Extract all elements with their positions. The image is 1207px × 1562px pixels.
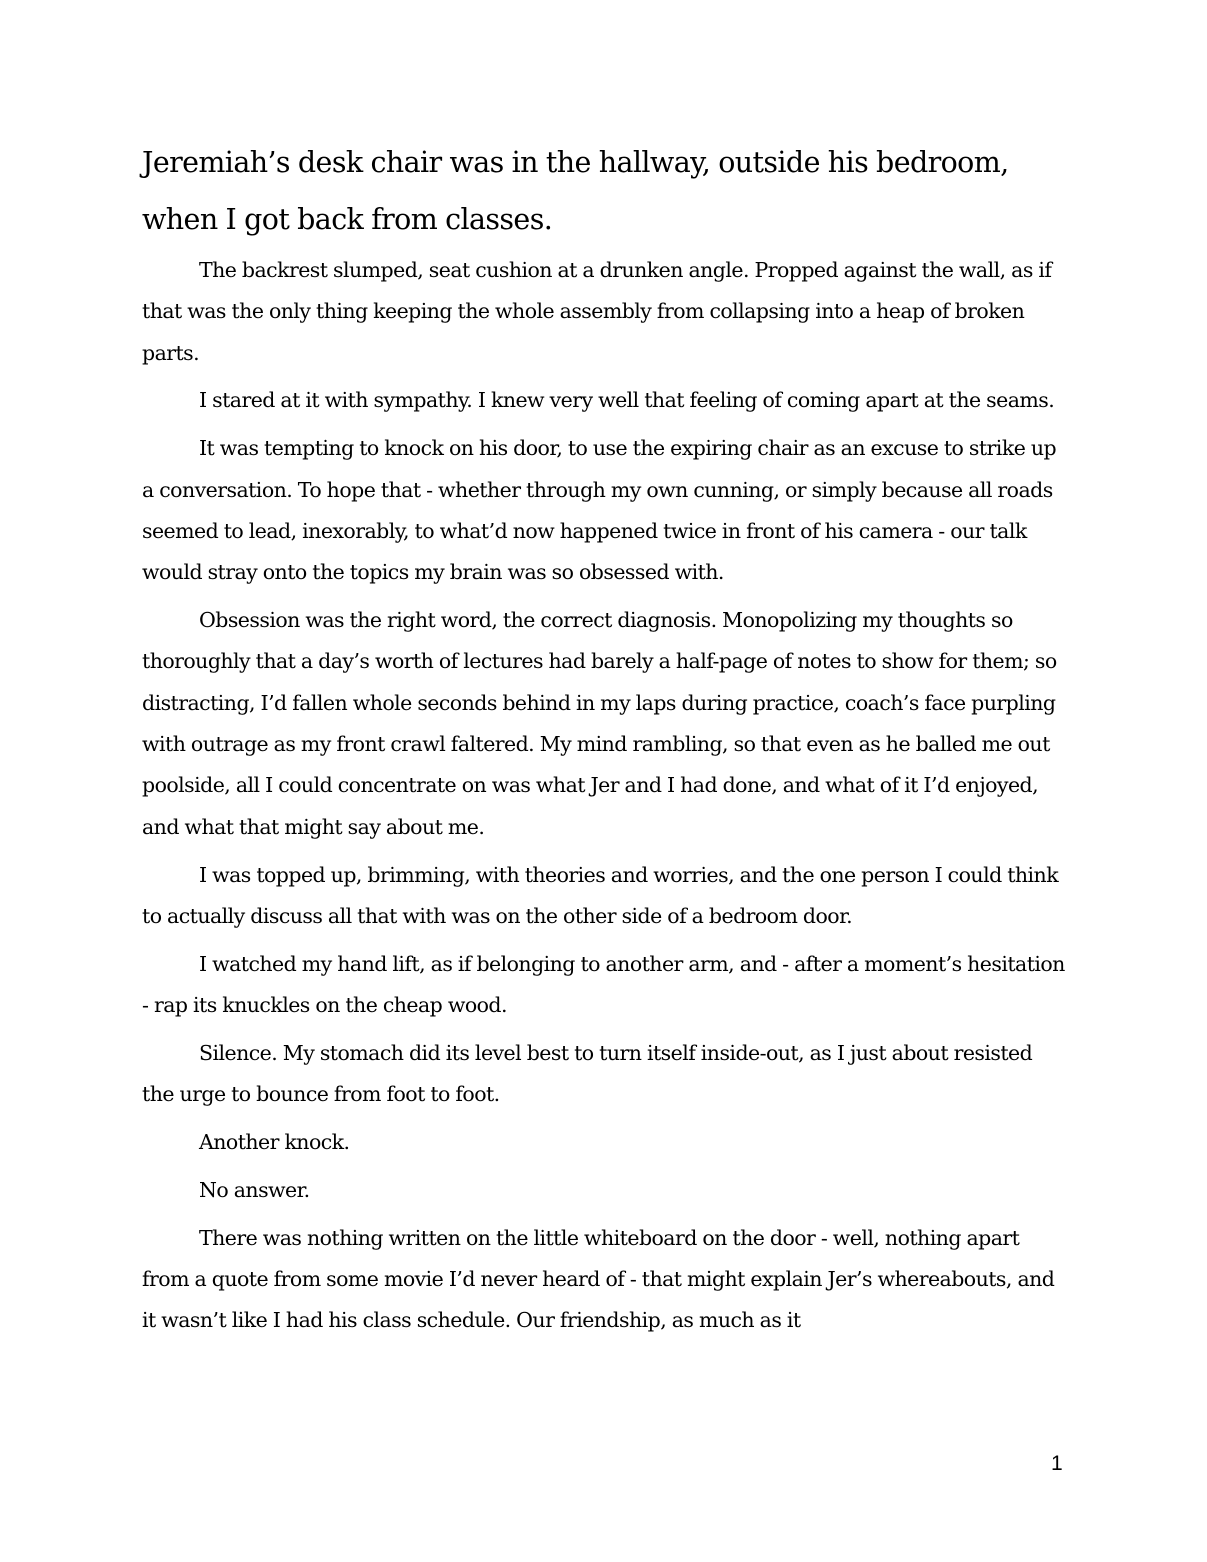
paragraph: There was nothing written on the little whiteboard on the door - well, nothing apart from a quote from some movie I’d never heard of - that might explain Jer’s whereabouts, and it wasn’t like I had his class schedule. Our friendship, as much as it bbox=[142, 1225, 1055, 1333]
paragraph: No answer. bbox=[199, 1177, 310, 1202]
document-body bbox=[142, 134, 1067, 1348]
paragraph: I stared at it with sympathy. I knew very well that feeling of coming apart at the seams. bbox=[199, 388, 1055, 413]
paragraph: I watched my hand lift, as if belonging to another arm, and - after a moment’s hesitation - rap its knuckles on the cheap wood. bbox=[142, 951, 1065, 1018]
opening-line: Jeremiah’s desk chair was in the hallway, outside his bedroom, when I got back from classes. bbox=[142, 146, 1009, 236]
paragraph: Another knock. bbox=[199, 1130, 350, 1155]
paragraph: Silence. My stomach did its level best to turn itself inside-out, as I just about resisted the urge to bounce from foot to foot. bbox=[142, 1040, 1033, 1107]
paragraph: It was tempting to knock on his door, to use the expiring chair as an excuse to strike up a conversation. To hope that - whether through my own cunning, or simply because all roads seemed to lead, inexorably, to what’d now happened twice in front of his camera - our talk would stray onto the topics my brain was so obsessed with. bbox=[142, 436, 1057, 585]
paragraph: Obsession was the right word, the correct diagnosis. Monopolizing my thoughts so thoroughly that a day’s worth of lectures had barely a half-page of notes to show for them; so distracting, I’d fallen whole seconds behind in my laps during practice, coach’s face purpling with outrage as my front crawl faltered. My mind rambling, so that even as he balled me out poolside, all I could concentrate on was what Jer and I had done, and what of it I’d enjoyed, and what that might say about me. bbox=[142, 608, 1057, 839]
paragraph: The backrest slumped, seat cushion at a drunken angle. Propped against the wall, as if that was the only thing keeping the whole assembly from collapsing into a heap of broken parts. bbox=[142, 258, 1052, 365]
page-number: 1 bbox=[1051, 1452, 1063, 1475]
paragraph: I was topped up, brimming, with theories and worries, and the one person I could think to actually discuss all that with was on the other side of a bedroom door. bbox=[142, 862, 1059, 928]
